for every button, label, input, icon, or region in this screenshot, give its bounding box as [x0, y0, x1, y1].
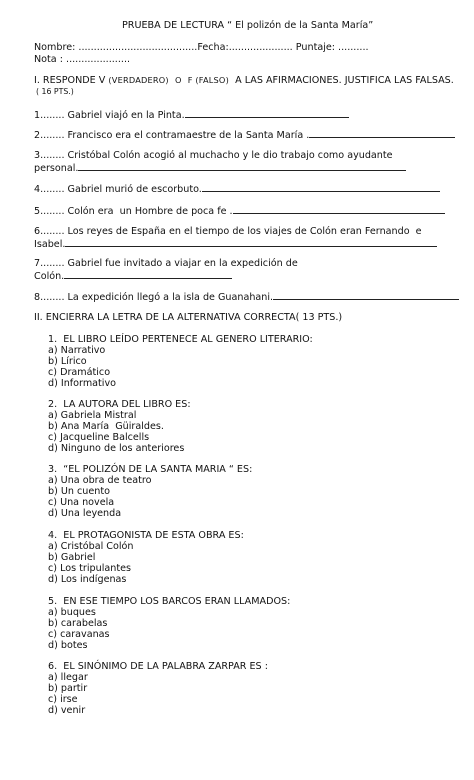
q4-option-b[interactable]: b) Gabriel — [48, 552, 96, 563]
tf-item-3-cont-text: personal. — [34, 163, 79, 174]
question-4: 4. EL PROTAGONISTA DE ESTA OBRA ES: — [48, 530, 244, 541]
q2-option-b[interactable]: b) Ana María Güiraldes. — [48, 421, 164, 432]
q3-option-d[interactable]: d) Una leyenda — [48, 508, 122, 519]
tf-item-3: 3........ Cristóbal Colón acogió al muchacho y le dio trabajo como ayudante — [34, 150, 393, 161]
q3-option-a[interactable]: a) Una obra de teatro — [48, 475, 152, 486]
section1-heading-o: O — [174, 75, 182, 85]
tf-item-8 — [34, 290, 459, 304]
section1-heading — [34, 74, 454, 87]
q6-option-c[interactable]: c) irse — [48, 694, 78, 705]
answer-line[interactable] — [65, 237, 437, 247]
tf-item-6-cont-text: Isabel. — [34, 239, 66, 250]
q5-option-b[interactable]: b) carabelas — [48, 618, 108, 629]
section1-heading-f: F (FALSO) — [187, 75, 229, 85]
q6-option-d[interactable]: d) venir — [48, 705, 86, 716]
section1-points: ( 16 PTS.) — [36, 87, 74, 96]
answer-line[interactable] — [78, 161, 406, 171]
q4-option-a[interactable]: a) Cristóbal Colón — [48, 541, 134, 552]
question-3: 3. “EL POLIZÓN DE LA SANTA MARIA “ ES: — [48, 464, 253, 475]
section2-heading: II. ENCIERRA LA LETRA DE LA ALTERNATIVA CORRECTA( 13 PTS.) — [34, 312, 343, 323]
tf-item-4-text: 4........ Gabriel murió de escorbuto. — [34, 184, 202, 195]
question-2: 2. LA AUTORA DEL LIBRO ES: — [48, 399, 191, 410]
tf-item-7-cont-text: Colón. — [34, 271, 65, 282]
answer-line[interactable] — [309, 128, 455, 138]
q6-option-a[interactable]: a) llegar — [48, 672, 88, 683]
q5-option-d[interactable]: d) botes — [48, 640, 88, 651]
tf-item-7-cont — [34, 269, 232, 283]
q5-option-a[interactable]: a) buques — [48, 607, 96, 618]
tf-item-3-cont — [34, 161, 406, 175]
answer-line[interactable] — [233, 204, 445, 214]
student-info-line: Nombre: .......................................Fecha:..................... Puntaje: .......... — [34, 42, 369, 53]
q1-option-d[interactable]: d) Informativo — [48, 378, 117, 389]
tf-item-6-cont — [34, 237, 437, 251]
q1-option-a[interactable]: a) Narrativo — [48, 345, 106, 356]
question-5: 5. EN ESE TIEMPO LOS BARCOS ERAN LLAMADOS: — [48, 596, 291, 607]
q2-option-a[interactable]: a) Gabriela Mistral — [48, 410, 137, 421]
answer-line[interactable] — [64, 269, 232, 279]
q3-option-b[interactable]: b) Un cuento — [48, 486, 111, 497]
grade-line: Nota : ..................... — [34, 54, 131, 65]
tf-item-1-text: 1........ Gabriel viajó en la Pinta. — [34, 110, 185, 121]
q4-option-c[interactable]: c) Los tripulantes — [48, 563, 131, 574]
tf-item-1 — [34, 108, 349, 122]
tf-item-7: 7........ Gabriel fue invitado a viajar en la expedición de — [34, 258, 298, 269]
q5-option-c[interactable]: c) caravanas — [48, 629, 110, 640]
section1-heading-prefix: I. RESPONDE V — [34, 75, 106, 86]
tf-item-6: 6........ Los reyes de España en el tiempo de los viajes de Colón eran Fernando e — [34, 226, 422, 237]
q1-option-b[interactable]: b) Lírico — [48, 356, 87, 367]
tf-item-2-text: 2........ Francisco era el contramaestre de la Santa María . — [34, 130, 310, 141]
answer-line[interactable] — [185, 108, 349, 118]
q6-option-b[interactable]: b) partir — [48, 683, 88, 694]
answer-line[interactable] — [273, 290, 459, 300]
worksheet-title: PRUEBA DE LECTURA “ El polizón de la Santa María” — [122, 20, 374, 31]
tf-item-5 — [34, 204, 445, 218]
section1-heading-v: (VERDADERO) — [108, 75, 169, 85]
question-6: 6. EL SINÓNIMO DE LA PALABRA ZARPAR ES : — [48, 661, 268, 672]
q3-option-c[interactable]: c) Una novela — [48, 497, 115, 508]
answer-line[interactable] — [202, 182, 440, 192]
question-1: 1. EL LIBRO LEÍDO PERTENECE AL GENERO LITERARIO: — [48, 334, 313, 345]
q2-option-d[interactable]: d) Ninguno de los anteriores — [48, 443, 185, 454]
tf-item-5-text: 5........ Colón era un Hombre de poca fe . — [34, 206, 233, 217]
tf-item-2 — [34, 128, 455, 142]
tf-item-8-text: 8........ La expedición llegó a la isla de Guanahani. — [34, 292, 274, 303]
tf-item-4 — [34, 182, 440, 196]
q1-option-c[interactable]: c) Dramático — [48, 367, 111, 378]
q4-option-d[interactable]: d) Los indígenas — [48, 574, 127, 585]
q2-option-c[interactable]: c) Jacqueline Balcells — [48, 432, 150, 443]
section1-heading-rest: A LAS AFIRMACIONES. JUSTIFICA LAS FALSAS. — [235, 75, 454, 86]
